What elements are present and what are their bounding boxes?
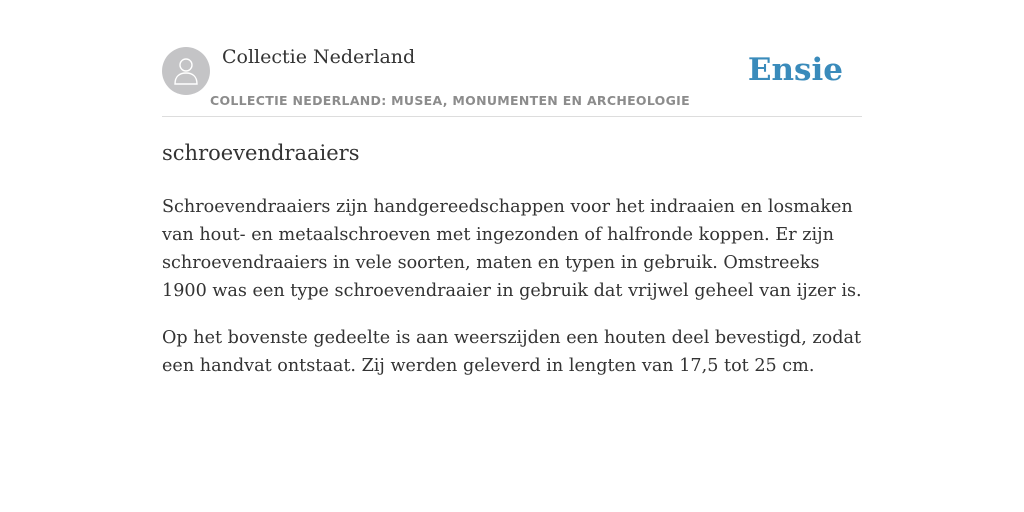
brand-logo[interactable]: Ensie (747, 52, 843, 88)
header (162, 0, 862, 117)
author-name[interactable]: Collectie Nederland (222, 46, 416, 68)
avatar[interactable] (162, 47, 210, 95)
article-paragraph: Schroevendraaiers zijn handgereedschappen voor het indraaien en losmaken van hout- en metaalschroeven met ingezonden of halfronde koppen. Er zijn schroevendraaiers in vele soorten, maten en typen in gebruik. Omstreeks 1900 was een type schroevendraaier in gebruik dat vrijwel geheel van ijzer is. (162, 197, 862, 301)
author-subtitle: COLLECTIE NEDERLAND: MUSEA, MONUMENTEN EN ARCHEOLOGIE (210, 93, 690, 108)
article-title: schroevendraaiers (162, 141, 360, 165)
article-body (162, 193, 862, 399)
user-icon (174, 57, 198, 85)
article-paragraph: Op het bovenste gedeelte is aan weerszijden een houten deel bevestigd, zodat een handvat ontstaat. Zij werden geleverd in lengten van 17,5 tot 25 cm. (162, 328, 862, 376)
